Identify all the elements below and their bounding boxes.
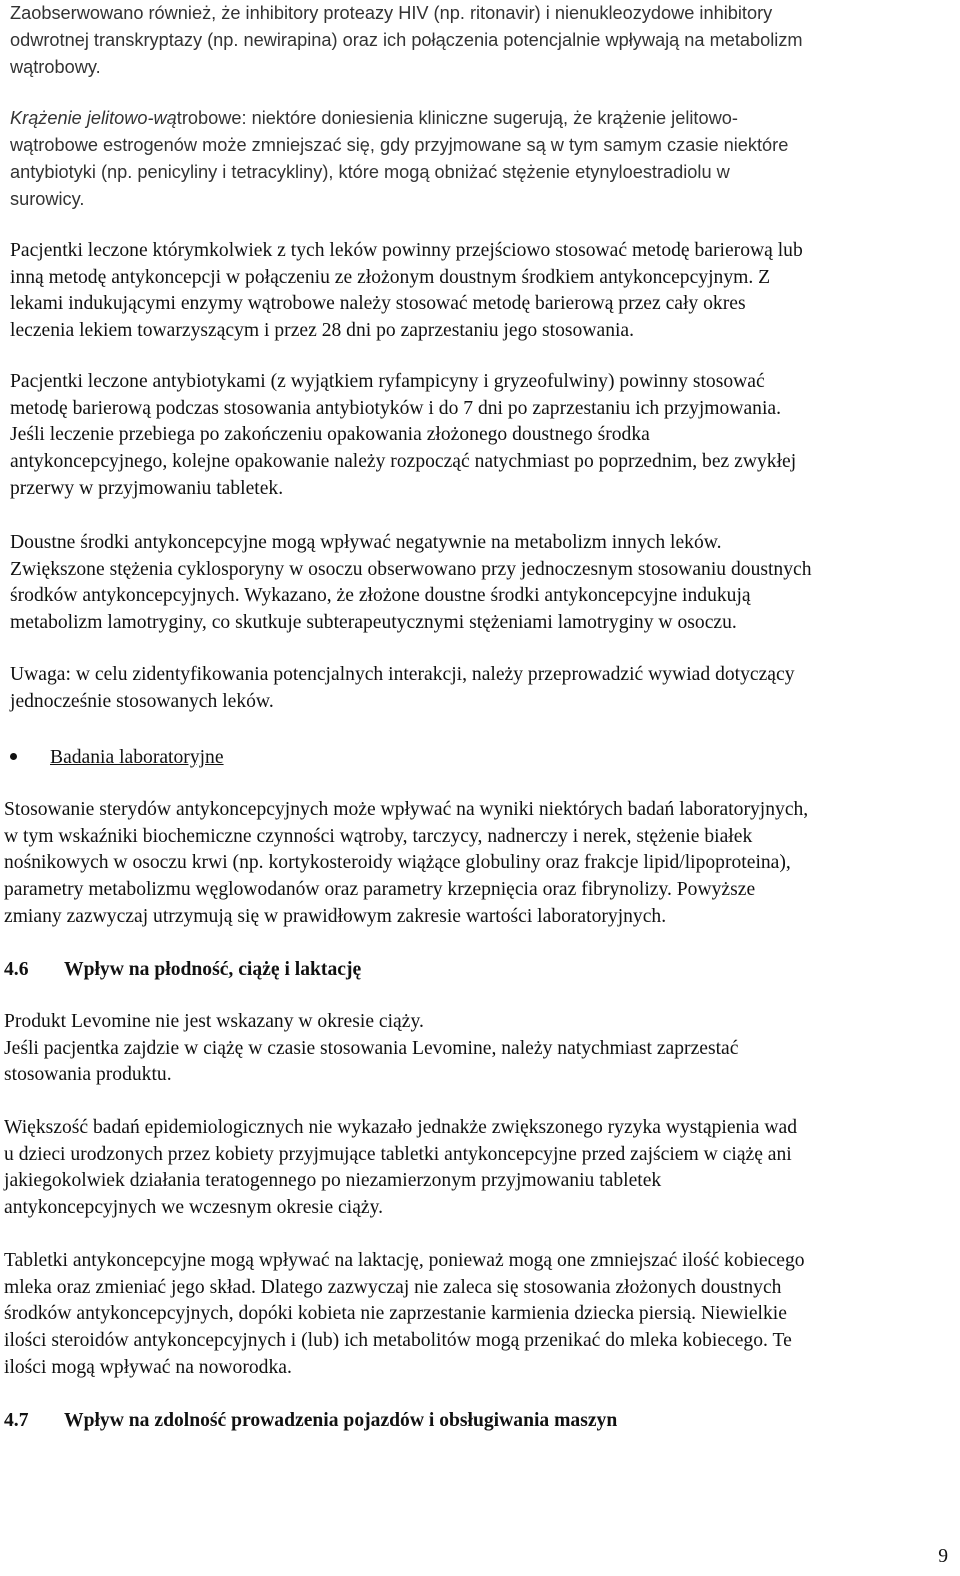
section-heading-4-6 [4,957,361,983]
paragraph-hiv-inhibitors [10,0,955,81]
text-line: leczenia lekiem towarzyszącym i przez 28 dni po zaprzestaniu jego stosowania. [10,320,635,342]
paragraph-antibiotics [10,369,955,503]
text-line: antykoncepcyjnych we wczesnym okresie ciąży. [4,1197,384,1219]
section-number: 4.7 [4,1410,29,1431]
italic-lead: Krążenie jelitowo-wą [10,108,177,128]
text-line: wątrobowe estrogenów może zmniejszać się, gdy przyjmowane są w tym samym czasie niektóre [10,135,789,155]
text-line: surowicy. [10,189,85,209]
text-line: Stosowanie sterydów antykoncepcyjnych może wpływać na wyniki niektórych badań laboratoryjnych, [4,799,809,820]
text-line: nośnikowych w osoczu krwi (np. kortykosteroidy wiążące globuliny oraz frakcje lipid/lipoproteina), [4,852,791,874]
text-line: Zwiększone stężenia cyklosporyny w osoczu obserwowano przy jednoczesnym stosowaniu doustnych [10,558,812,580]
text-line: Pacjentki leczone antybiotykami (z wyjątkiem ryfampicyny i gryzeofulwiny) powinny stosować [10,371,765,392]
text-line: wątrobowy. [10,57,101,77]
paragraph-lactation [4,1248,956,1382]
text-line: stosowania produktu. [4,1064,172,1086]
text-line: antybiotyki (np. penicyliny i tetracykliny), które mogą obniżać stężenie etynyloestradiolu w [10,162,730,182]
paragraph-lab-tests [4,797,956,931]
text-line: w tym wskaźniki biochemiczne czynności wątroby, tarczycy, nadnerczy i nerek, stężenie białek [4,825,753,847]
paragraph-enterohepatic [10,105,955,213]
paragraph-note [10,662,955,715]
page-number: 9 [938,1546,948,1567]
text-line: Produkt Levomine nie jest wskazany w okresie ciąży. [4,1011,424,1032]
text-line: Uwaga: w celu zidentyfikowania potencjalnych interakcji, należy przeprowadzić wywiad dotyczący [10,664,795,685]
text-line: parametry metabolizmu węglowodanów oraz parametry krzepnięcia oraz fibrynolizy. Powyższe [4,879,756,901]
bullet-label: Badania laboratoryjne [50,747,224,768]
text-line [10,105,955,132]
text-line: metodę barierową podczas stosowania antybiotyków i do 7 dni po zaprzestaniu ich przyjmowania. [10,397,782,419]
paragraph-metabolism [10,530,955,637]
text-line: Jeśli leczenie przebiega po zakończeniu opakowania złożonego doustnego środka [10,424,650,446]
text-line: antykoncepcyjnego, kolejne opakowanie należy rozpocząć natychmiast po poprzednim, bez zwykłej [10,451,797,473]
section-title: Wpływ na płodność, ciążę i laktację [64,959,362,980]
bullet-item-lab-tests [10,745,224,772]
section-heading-4-7 [4,1408,617,1434]
text-line: Większość badań epidemiologicznych nie wykazało jednakże zwiększonego ryzyka wystąpienia wad [4,1117,797,1138]
text-line: lekami indukującymi enzymy wątrobowe należy stosować metodę barierową przez cały okres [10,293,746,315]
text-line: ilości steroidów antykoncepcyjnych i (lub) ich metabolitów mogą przenikać do mleka kobiecego. Te [4,1330,792,1352]
text-line: środków antykoncepcyjnych, dopóki kobieta nie zaprzestanie karmienia dziecka piersią. Niewielkie [4,1303,787,1325]
text-line: zmiany zazwyczaj utrzymują się w prawidłowym zakresie wartości laboratoryjnych. [4,905,667,927]
paragraph-barrier-method [10,238,955,345]
text-line: jakiegokolwiek działania teratogennego po niezamierzonym przyjmowaniu tabletek [4,1170,662,1192]
bullet-dot-icon [10,753,17,760]
text-line: jednocześnie stosowanych leków. [10,690,274,712]
section-title: Wpływ na zdolność prowadzenia pojazdów i obsługiwania maszyn [64,1410,618,1431]
text-line: środków antykoncepcyjnych. Wykazano, że złożone doustne środki antykoncepcyjne indukują [10,585,751,607]
paragraph-epidemiology [4,1115,956,1222]
text-line: odwrotnej transkryptazy (np. newirapina) oraz ich połączenia potencjalnie wpływają na metabolizm [10,30,803,50]
text-fragment: trobowe: niektóre doniesienia kliniczne sugerują, że krążenie jelitowo- [176,108,738,128]
text-line: u dzieci urodzonych przez kobiety przyjmujące tabletki antykoncepcyjne przed zajściem w ciążę ani [4,1143,792,1165]
text-line: Tabletki antykoncepcyjne mogą wpływać na laktację, ponieważ mogą one zmniejszać ilość kobiecego [4,1250,805,1271]
text-line: metabolizm lamotryginy, co skutkuje subterapeutycznymi stężeniami lamotryginy w osoczu. [10,612,737,634]
text-line: Doustne środki antykoncepcyjne mogą wpływać negatywnie na metabolizm innych leków. [10,532,722,553]
text-line: przerwy w przyjmowaniu tabletek. [10,477,284,499]
text-line: mleka oraz zmieniać jego skład. Dlatego zazwyczaj nie zaleca się stosowania złożonych doustnych [4,1276,782,1298]
section-number: 4.6 [4,959,29,980]
text-line: inną metodę antykoncepcji w połączeniu ze złożonym doustnym środkiem antykoncepcyjnym. Z [10,266,771,288]
text-line: Pacjentki leczone którymkolwiek z tych leków powinny przejściowo stosować metodę barierową lub [10,240,803,261]
text-line: Jeśli pacjentka zajdzie w ciążę w czasie stosowania Levomine, należy natychmiast zaprzestać [4,1037,739,1059]
paragraph-pregnancy [4,1009,956,1089]
text-line: ilości mogą wpływać na noworodka. [4,1356,292,1378]
text-line: Zaobserwowano również, że inhibitory proteazy HIV (np. ritonavir) i nienukleozydowe inhibitory [10,3,773,23]
